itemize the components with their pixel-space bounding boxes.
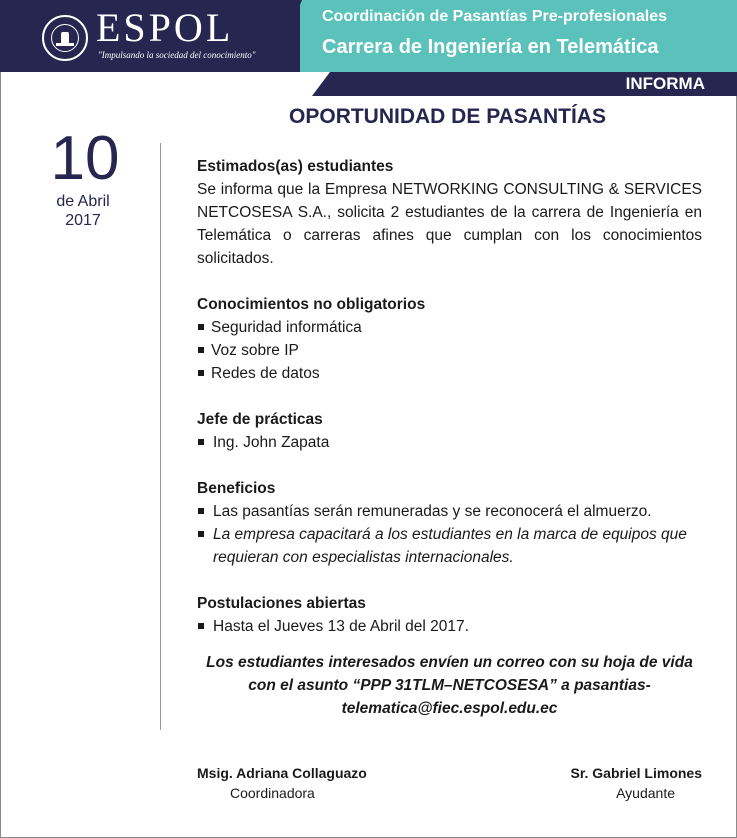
knowledge-heading: Conocimientos no obligatorios (197, 296, 426, 313)
signature-right-name: Sr. Gabriel Limones (570, 765, 702, 781)
bullet-square-icon (198, 324, 204, 330)
informa-badge: INFORMA (625, 74, 705, 93)
bullet-square-icon (198, 531, 204, 537)
supervisor-heading: Jefe de prácticas (197, 411, 323, 428)
applications-heading: Postulaciones abiertas (197, 595, 366, 612)
date-month: de Abril (56, 193, 110, 210)
vertical-divider (160, 143, 161, 730)
list-item: Ing. John Zapata (197, 431, 702, 454)
signature-left-role: Coordinadora (230, 785, 315, 801)
bullet-square-icon (198, 623, 204, 629)
signature-right-role: Ayudante (616, 785, 675, 801)
date-year: 2017 (65, 212, 101, 229)
bullet-square-icon (198, 439, 204, 445)
benefits-heading: Beneficios (197, 480, 276, 497)
signature-left-name: Msig. Adriana Collaguazo (197, 765, 367, 781)
closing-instructions: Los estudiantes interesados envíen un correo con su hoja de vida con el asunto “PPP 31TLM–NETCOSESA” a pasantias-telematica@fiec.espol.edu.ec (206, 654, 693, 717)
espol-seal-icon (42, 15, 88, 61)
list-item: Voz sobre IP (197, 339, 702, 362)
header-line-1: Coordinación de Pasantías Pre-profesionales (322, 8, 667, 25)
intro-heading: Estimados(as) estudiantes (197, 158, 394, 175)
list-item: La empresa capacitará a los estudiantes en la marca de equipos que requieran con especialistas internacionales. (197, 523, 702, 569)
list-item: Seguridad informática (197, 316, 702, 339)
list-item: Hasta el Jueves 13 de Abril del 2017. (197, 615, 702, 638)
header-banner (0, 0, 737, 72)
bullet-square-icon (198, 370, 204, 376)
list-item: Las pasantías serán remuneradas y se reconocerá el almuerzo. (197, 500, 702, 523)
informa-wedge (312, 72, 330, 96)
announcement-body (197, 155, 702, 638)
bullet-square-icon (198, 347, 204, 353)
logo-wedge (272, 0, 302, 72)
header-line-2: Carrera de Ingeniería en Telemática (322, 36, 659, 58)
bullet-square-icon (198, 508, 204, 514)
page-title: OPORTUNIDAD DE PASANTÍAS (289, 105, 606, 128)
logo-tagline: "Impulsando la sociedad del conocimiento" (98, 50, 256, 60)
date-day: 10 (50, 124, 120, 193)
logo-wordmark: ESPOL (96, 5, 234, 50)
intro-paragraph: Se informa que la Empresa NETWORKING CONSULTING & SERVICES NETCOSESA S.A., solicita 2 estudiantes de la carrera de Ingeniería en Telemática o carreras afines que cumplan con los conocimientos solicitados. (197, 181, 702, 267)
list-item: Redes de datos (197, 362, 702, 385)
